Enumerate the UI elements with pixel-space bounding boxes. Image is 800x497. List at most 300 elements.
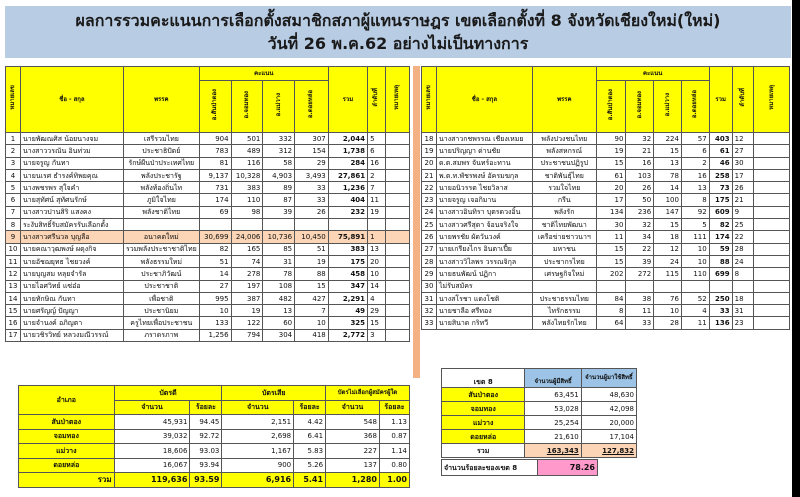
candidate-rank: 23 [732,317,754,329]
voter-total-voted: 127,832 [581,444,636,458]
score-total [709,280,732,292]
score-district-3: 100 [654,194,682,206]
candidate-row [422,305,790,317]
score-total: 403 [709,133,732,145]
candidate-number: 7 [6,206,21,218]
score-total: 1,236 [328,182,367,194]
candidate-note [754,268,790,280]
score-district-3: 4,903 [263,169,295,181]
candidate-name: นางสาวกชพรรณ เชียงเหมย [437,133,533,145]
candidate-row [422,182,790,194]
score-district-4: 3,493 [295,169,329,181]
candidate-name: นายชาลือ ศรีทอง [437,305,533,317]
score-total: 136 [709,317,732,329]
candidate-party: ประชาชาติ [123,280,199,292]
candidate-note [754,305,790,317]
ballot-row [19,415,410,430]
candidate-number: 26 [422,231,437,243]
score-district-1: 51 [199,255,231,267]
candidate-number: 32 [422,305,437,317]
header-district-4: อ.ดอยหล่อ [681,81,709,133]
score-district-3: 76 [654,292,682,304]
score-district-2: 489 [231,145,263,157]
score-district-2: 794 [231,329,263,341]
total-bad: 6,916 [222,473,294,488]
score-total: 383 [328,243,367,255]
candidate-name: นางสโรชา แดงโชติ [437,292,533,304]
score-district-1: 61 [596,169,626,181]
candidate-row [6,145,410,157]
district-name: สันป่าตอง [442,388,525,402]
voter-row [442,388,637,402]
candidate-rank: 10 [368,268,386,280]
score-district-1: 15 [596,255,626,267]
candidate-rank: 27 [732,145,754,157]
score-district-1: 14 [199,268,231,280]
score-total: 175 [709,194,732,206]
header-score: คะแนน [199,67,328,81]
candidate-note [754,169,790,181]
candidate-party: เพื่อชาติ [123,292,199,304]
total-bad-pct: 5.41 [294,473,326,488]
candidate-row [6,194,410,206]
score-district-4: 110 [681,268,709,280]
candidate-note [754,206,790,218]
candidate-row [6,292,410,304]
candidate-party: มหาชน [532,243,596,255]
score-district-3: 332 [263,133,295,145]
score-district-4: 10 [681,243,709,255]
candidate-number: 3 [6,157,21,169]
voter-row [442,402,637,416]
candidate-party [123,219,199,231]
bad-pct: 4.42 [294,415,326,430]
score-district-1: 174 [199,194,231,206]
district-name: สันป่าตอง [19,415,115,430]
candidate-row [422,255,790,267]
candidate-name: นายอัชฌยุทธ ไชยวงค์ [21,255,124,267]
candidate-rank: 11 [368,194,386,206]
total-none-pct: 1.00 [379,473,409,488]
none-count: 227 [326,444,380,459]
candidate-note [754,157,790,169]
candidate-name: นางพชรพร สุใจคำ [21,182,124,194]
score-district-4: 29 [295,157,329,169]
score-total: 458 [328,268,367,280]
candidate-rank: 12 [732,133,754,145]
total-good-pct: 93.59 [190,473,222,488]
score-district-4: 4 [681,305,709,317]
score-district-1: 20 [596,182,626,194]
candidate-rank: 2 [368,169,386,181]
candidate-row [6,305,410,317]
score-district-1: 731 [199,182,231,194]
candidate-number: 14 [6,292,21,304]
turnout-label: จำนวนร้อยละของเขต 8 [442,460,538,476]
candidate-rank: 9 [732,206,754,218]
candidate-number: 31 [422,292,437,304]
score-district-4: 5 [681,219,709,231]
voter-summary-table [441,368,637,458]
score-district-3: 10,736 [263,231,295,243]
score-district-3: 31 [263,255,295,267]
candidate-name: นางสาวศรีนวล บุญลือ [21,231,124,243]
score-district-4: 6 [681,145,709,157]
candidate-rank: 26 [732,182,754,194]
score-district-2 [626,280,654,292]
candidate-row [6,206,410,218]
header-eligible: จำนวนผู้มีสิทธิ์ [525,369,581,388]
score-district-3: 108 [263,280,295,292]
score-district-1: 19 [596,145,626,157]
candidate-number: 13 [6,280,21,292]
candidate-rank: 3 [368,329,386,341]
candidate-party: ชาติพันธุ์ไทย [532,169,596,181]
candidate-number: 4 [6,169,21,181]
district-name: จอมทอง [19,429,115,444]
candidate-number: 24 [422,206,437,218]
candidate-note [385,243,409,255]
candidate-party: พลังไทยรักไทย [532,317,596,329]
score-district-4: 33 [295,194,329,206]
candidate-number: 23 [422,194,437,206]
bad-pct: 6.41 [294,429,326,444]
candidate-number: 27 [422,243,437,255]
score-district-4: 111 [681,231,709,243]
candidate-row [6,169,410,181]
score-district-2: 272 [626,268,654,280]
score-total: 325 [328,317,367,329]
candidate-row [6,157,410,169]
score-district-3: 224 [654,133,682,145]
candidate-note [385,206,409,218]
candidate-party: เสรีรวมไทย [123,133,199,145]
score-district-3: 60 [263,317,295,329]
candidate-note [385,194,409,206]
score-total: 73 [709,182,732,194]
score-district-1: 84 [596,292,626,304]
score-district-2: 103 [626,169,654,181]
score-district-1: 783 [199,145,231,157]
none-count: 368 [326,429,380,444]
score-district-1: 134 [596,206,626,218]
candidate-number: 6 [6,194,21,206]
candidate-row [6,231,410,243]
candidate-note [754,231,790,243]
candidate-row [422,206,790,218]
candidate-note [385,169,409,181]
score-total: 33 [709,305,732,317]
candidate-number: 29 [422,268,437,280]
bad-count: 1,167 [222,444,294,459]
candidate-note [385,317,409,329]
score-district-1: 90 [596,133,626,145]
candidate-party: ไทรักธรรม [532,305,596,317]
candidate-name: นายนเรศ ธำรงค์ทิพยคุณ [21,169,124,181]
candidate-party: ประชากรไทย [532,255,596,267]
score-district-2: 24,006 [231,231,263,243]
candidate-rank [368,219,386,231]
header-no-vote-ballots: บัตรไม่เลือกผู้สมัครผู้ใด [326,386,410,401]
candidate-party: กรีน [532,194,596,206]
score-district-1: 69 [199,206,231,218]
bad-count: 900 [222,458,294,473]
candidate-name: นางสาววรณัน อินท่วม [21,145,124,157]
header-count: จำนวน [326,400,380,415]
ballot-total-row [19,473,410,488]
candidate-row [6,219,410,231]
score-district-3: 87 [263,194,295,206]
score-total: 609 [709,206,732,218]
candidate-rank: 28 [732,243,754,255]
candidate-party: รวมพลังประชาชาติไทย [123,243,199,255]
score-district-2: 110 [231,194,263,206]
candidate-rank: 25 [732,219,754,231]
candidate-name: นายไอศวิทย์ แซ่อ๋อ [21,280,124,292]
score-district-3: 115 [654,268,682,280]
candidate-rank: 21 [732,194,754,206]
header-party: พรรค [123,67,199,133]
candidate-number: 25 [422,219,437,231]
header-pct: ร้อยละ [190,400,222,415]
turnout-table [441,459,598,476]
score-district-1: 11 [596,231,626,243]
candidate-number: 19 [422,145,437,157]
candidate-number: 15 [6,305,21,317]
eligible-count: 25,254 [525,416,581,430]
candidate-name: นางสาวศรีสุดา จ้อนจริงใจ [437,219,533,231]
score-district-1: 9,137 [199,169,231,181]
score-district-2: 19 [231,305,263,317]
candidate-row [6,255,410,267]
score-total: 2,291 [328,292,367,304]
score-district-4: 8 [681,194,709,206]
score-district-1: 8 [596,305,626,317]
candidate-rank: 20 [368,255,386,267]
score-total: 27,861 [328,169,367,181]
candidate-note [385,292,409,304]
score-district-4: 33 [295,182,329,194]
score-district-3: 13 [263,305,295,317]
score-district-1: 995 [199,292,231,304]
candidate-row [422,219,790,231]
score-district-1: 15 [596,157,626,169]
candidate-note [754,292,790,304]
candidate-number: 16 [6,317,21,329]
score-district-3: 12 [654,243,682,255]
candidate-number: 2 [6,145,21,157]
candidate-row [422,145,790,157]
candidate-party: เครือข่ายชาวนาฯ [532,231,596,243]
score-district-3: 85 [263,243,295,255]
candidate-rank: 7 [368,182,386,194]
score-district-4: 26 [295,206,329,218]
header-zone: เขต 8 [442,369,525,388]
candidate-rank: 15 [368,317,386,329]
score-district-3: 312 [263,145,295,157]
score-district-4: 92 [681,206,709,218]
score-district-4: 19 [295,255,329,267]
score-district-4: 11 [681,317,709,329]
none-pct: 0.87 [379,429,409,444]
candidate-rank [732,280,754,292]
candidate-party: รักษ์ผืนป่าประเทศไทย [123,157,199,169]
score-district-3: 58 [263,157,295,169]
score-district-1: 27 [199,280,231,292]
candidate-party: ชาติไทยพัฒนา [532,219,596,231]
candidate-note [754,255,790,267]
score-district-3: 78 [263,268,295,280]
score-district-3: 304 [263,329,295,341]
candidate-note [754,243,790,255]
candidate-rank: 16 [368,157,386,169]
score-district-2: 21 [626,145,654,157]
candidate-note [754,280,790,292]
score-total: 2,772 [328,329,367,341]
none-pct: 1.14 [379,444,409,459]
candidate-rank: 19 [368,206,386,218]
header-count: จำนวน [222,400,294,415]
candidate-party: อนาคตใหม่ [123,231,199,243]
header-rank: ลำดับที่ [732,67,754,133]
candidate-party: พลังประชารัฐ [123,169,199,181]
score-district-3: 15 [654,145,682,157]
candidate-number: 17 [6,329,21,341]
score-district-4: 307 [295,133,329,145]
candidate-name: ไม่รับสมัคร [437,280,533,292]
header-district-1: อ.สันป่าตอง [596,81,626,133]
good-pct: 93.03 [190,444,222,459]
candidate-rank: 30 [732,157,754,169]
score-district-2: 197 [231,280,263,292]
none-pct: 0.80 [379,458,409,473]
score-total: 61 [709,145,732,157]
score-district-1 [596,280,626,292]
score-district-2: 74 [231,255,263,267]
header-district-1: อ.สันป่าตอง [199,81,231,133]
score-district-1 [199,219,231,231]
score-total: 2,044 [328,133,367,145]
score-district-1: 202 [596,268,626,280]
header-good-ballots: บัตรดี [114,386,222,401]
score-district-4: 2 [681,157,709,169]
candidate-rank: 29 [368,305,386,317]
good-count: 45,931 [114,415,190,430]
score-district-2: 32 [626,219,654,231]
score-district-4: 88 [295,268,329,280]
candidate-name: นายพรชัย ผัดวันวงค์ [437,231,533,243]
score-district-2: 39 [626,255,654,267]
voter-row [442,416,637,430]
header-pct: ร้อยละ [294,400,326,415]
score-district-1: 10 [199,305,231,317]
score-district-2: 165 [231,243,263,255]
score-district-2: 116 [231,157,263,169]
district-name: ดอยหล่อ [19,458,115,473]
score-district-2: 50 [626,194,654,206]
header-district-2: อ.จอมทอง [231,81,263,133]
score-district-4: 10 [681,255,709,267]
score-district-2: 501 [231,133,263,145]
score-total [328,219,367,231]
candidate-row [422,157,790,169]
candidate-party: พลังท้องถิ่นไท [123,182,199,194]
candidate-party: พลังธรรมใหม่ [123,255,199,267]
district-name: ดอยหล่อ [442,430,525,444]
candidate-name: นายอนิวรรต ไชยวิลาส [437,182,533,194]
score-total: 46 [709,157,732,169]
candidate-party: ประชาภิวัฒน์ [123,268,199,280]
candidate-party [532,280,596,292]
header-district-2: อ.จอมทอง [626,81,654,133]
header-note: หมายเหตุ [754,67,790,133]
score-district-2: 34 [626,231,654,243]
candidate-name: นางสาวปานสิริ แสงคง [21,206,124,218]
candidate-row [422,169,790,181]
candidate-row [6,133,410,145]
score-district-4: 52 [681,292,709,304]
candidate-number: 20 [422,157,437,169]
score-district-1: 17 [596,194,626,206]
good-pct: 92.72 [190,429,222,444]
candidate-name: นายจำนงค์ อภิญตา [21,317,124,329]
report-title: ผลการรวมคะแนนการเลือกตั้งสมาชิกสภาผู้แทนราษฎร เขตเลือกตั้งที่ 8 จังหวัดเชียงใหม่(ใหม่) [75,11,721,30]
candidate-name: นางสาววิไลพร วรรณจิกุล [437,255,533,267]
candidate-rank: 4 [368,292,386,304]
candidate-rank: 1 [368,231,386,243]
score-district-4: 10 [295,317,329,329]
candidate-party: เศรษฐกิจใหม่ [532,268,596,280]
score-district-4: 16 [681,169,709,181]
candidate-row [6,329,410,341]
score-district-1: 30,699 [199,231,231,243]
score-district-4 [295,219,329,231]
header-number: หมายเลข [6,67,21,133]
eligible-count: 53,028 [525,402,581,416]
score-total: 404 [328,194,367,206]
score-total: 232 [328,206,367,218]
score-total: 75,891 [328,231,367,243]
score-total: 88 [709,255,732,267]
score-district-2: 122 [231,317,263,329]
candidate-name: นายพัฒณศิส น้อยนางจม [21,133,124,145]
candidate-party: ประชานิยม [123,305,199,317]
ballot-row [19,444,410,459]
score-total: 1,738 [328,145,367,157]
candidate-name: นายบุญสม หลุยจำรัล [21,268,124,280]
district-name: แม่วาง [442,416,525,430]
candidate-party: พลังสหกรณ์ [532,145,596,157]
district-name: แม่วาง [19,444,115,459]
score-district-2: 10,328 [231,169,263,181]
candidate-note [385,133,409,145]
header-total: รวม [709,67,732,133]
score-total: 175 [328,255,367,267]
score-total: 347 [328,280,367,292]
header-total: รวม [328,67,367,133]
good-pct: 94.45 [190,415,222,430]
candidate-party: ประชาชนปฏิรูป [532,157,596,169]
score-district-4: 51 [295,243,329,255]
candidate-name: นายปริญญา ด่านชัย [437,145,533,157]
score-total: 49 [328,305,367,317]
candidate-number: 11 [6,255,21,267]
voter-total-eligible: 163,343 [525,444,581,458]
voted-count: 20,000 [581,416,636,430]
score-district-3: 15 [654,219,682,231]
candidate-party: ภูมิใจไทย [123,194,199,206]
bad-count: 2,151 [222,415,294,430]
